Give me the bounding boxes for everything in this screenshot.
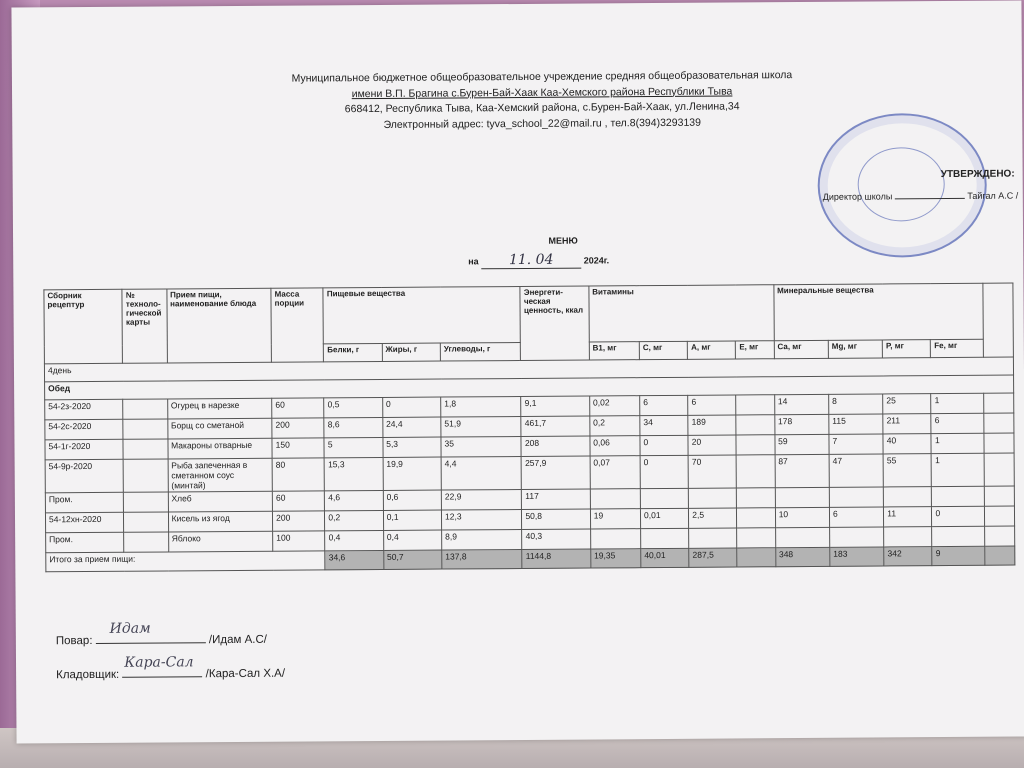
table-cell: 24,4: [383, 417, 441, 437]
table-cell: 8,9: [442, 529, 523, 550]
table-cell: 40,3: [522, 529, 590, 549]
approval-director-line: [823, 189, 1023, 201]
col-a: А, мг: [688, 341, 736, 359]
table-cell: 0,02: [589, 396, 639, 416]
table-cell: [932, 486, 984, 506]
approval-position: Директор школы: [822, 191, 893, 202]
table-cell: Макароны отварные: [168, 438, 273, 459]
table-cell: 4,6: [325, 490, 383, 510]
col-mass: Масса порции: [271, 288, 324, 362]
cook-handwritten-signature: Идам: [109, 620, 151, 637]
table-cell: 60: [272, 491, 324, 511]
table-cell: [124, 512, 168, 532]
date-suffix: 2024г.: [583, 255, 610, 266]
table-cell: [123, 419, 167, 439]
table-cell: 0,01: [640, 508, 688, 528]
table-cell: 115: [829, 414, 883, 434]
table-cell: [983, 393, 1013, 413]
storekeeper-name: /Кара-Сал Х.А/: [205, 667, 286, 681]
table-cell: 54-1г-2020: [45, 439, 124, 460]
date-prefix: на: [468, 256, 479, 267]
total-cell: [737, 548, 775, 567]
col-vitamins: Витамины: [589, 285, 774, 342]
total-cell: 137,8: [442, 549, 523, 569]
table-cell: 25: [883, 394, 931, 414]
storekeeper-sign-line: [122, 654, 202, 678]
col-dish: Прием пищи, наименование блюда: [167, 288, 272, 363]
total-cell: 183: [830, 547, 884, 566]
table-cell: [590, 489, 640, 509]
school-header: [232, 68, 852, 134]
total-cell: [984, 546, 1014, 565]
table-cell: Огурец в нарезке: [167, 398, 272, 419]
table-cell: Яблоко: [168, 531, 273, 552]
table-cell: 0,07: [590, 456, 640, 489]
table-cell: 54-9р-2020: [45, 459, 124, 493]
table-cell: 35: [441, 436, 522, 457]
col-extra: [983, 283, 1014, 357]
table-cell: [737, 488, 775, 508]
col-minerals: Минеральные вещества: [774, 283, 983, 340]
table-cell: [984, 506, 1014, 526]
table-cell: 34: [640, 415, 688, 435]
table-cell: 87: [775, 454, 829, 487]
table-cell: 9,1: [521, 396, 589, 416]
table-cell: 0,2: [590, 416, 640, 436]
table-cell: 208: [521, 436, 589, 456]
table-cell: [123, 439, 167, 459]
table-header-row: [44, 283, 1013, 346]
table-cell: 59: [775, 434, 829, 454]
table-cell: 1: [932, 453, 985, 486]
cook-label: Повар:: [55, 634, 93, 648]
table-cell: [736, 415, 774, 435]
table-cell: 15,3: [325, 457, 384, 490]
table-cell: 60: [272, 398, 324, 418]
total-cell: 1144,8: [522, 549, 590, 568]
table-cell: 54-2з-2020: [45, 399, 124, 420]
table-cell: [123, 459, 167, 492]
table-cell: 150: [272, 438, 324, 458]
table-cell: [737, 455, 775, 488]
table-cell: 6: [640, 395, 688, 415]
col-protein: Белки, г: [324, 343, 382, 361]
table-cell: 12,3: [441, 509, 522, 530]
col-fe: Fe, мг: [931, 339, 983, 357]
total-cell: 34,6: [325, 550, 383, 569]
total-cell: 348: [775, 547, 829, 566]
table-cell: 2,5: [689, 508, 737, 528]
table-cell: [884, 487, 932, 507]
table-cell: 6: [931, 413, 983, 433]
header-line-3: 668412, Республика Тыва, Каа-Хемский района, с.Бурен-Бай-Хаак, ул.Ленина,34: [344, 100, 740, 116]
total-cell: 9: [932, 546, 984, 565]
table-cell: 19,9: [383, 457, 442, 490]
table-cell: 51,9: [441, 416, 522, 437]
table-cell: [775, 487, 829, 507]
total-cell: 19,35: [591, 549, 641, 568]
total-cell: 40,01: [641, 548, 689, 567]
col-e: Е, мг: [736, 341, 774, 359]
table-cell: 19: [590, 509, 640, 529]
cook-name: /Идам А.С/: [208, 633, 267, 647]
storekeeper-signature-line: [56, 654, 286, 682]
table-cell: 54-12хн-2020: [45, 512, 124, 533]
col-fat: Жиры, г: [382, 343, 440, 361]
table-cell: 0,06: [590, 436, 640, 456]
menu-table: [43, 283, 1015, 573]
table-cell: [737, 528, 775, 548]
menu-date-line: [468, 251, 668, 269]
table-cell: 1: [931, 433, 983, 453]
table-cell: 54-2с-2020: [45, 419, 124, 440]
col-energy: Энергети-ческая ценность, ккал: [520, 286, 589, 360]
table-cell: 461,7: [521, 416, 589, 436]
table-cell: [124, 492, 168, 512]
storekeeper-label: Кладовщик:: [56, 668, 120, 682]
storekeeper-handwritten-signature: Кара-Сал: [124, 654, 194, 671]
table-cell: 80: [272, 458, 324, 491]
total-cell: 342: [884, 547, 932, 566]
table-cell: 14: [774, 394, 828, 414]
table-cell: [641, 528, 689, 548]
table-cell: 0,2: [325, 510, 383, 530]
totals-label: Итого за прием пищи:: [46, 551, 326, 572]
table-cell: [736, 435, 774, 455]
cook-signature-line: [55, 620, 267, 648]
table-cell: Рыба запеченная в сметанном соус (минтай): [168, 458, 273, 492]
table-cell: 0: [640, 455, 688, 488]
table-cell: 8: [829, 394, 883, 414]
table-cell: 189: [688, 415, 736, 435]
table-cell: Борщ со сметаной: [167, 418, 272, 439]
header-line-2: имени В.П. Брагина с.Бурен-Бай-Хаак Каа-Хемского района Республики Тыва: [351, 85, 733, 100]
table-cell: 8,6: [324, 417, 382, 437]
table-cell: [640, 488, 688, 508]
table-cell: 0,1: [383, 510, 441, 530]
table-cell: 55: [883, 454, 931, 487]
approval-name: Тайгал А.С /: [967, 190, 1019, 201]
table-cell: 200: [272, 418, 324, 438]
table-cell: 7: [829, 434, 883, 454]
table-cell: [984, 433, 1014, 453]
table-cell: [124, 532, 168, 552]
meal-label: Обед: [45, 375, 1014, 400]
table-body: [45, 393, 1015, 553]
menu-title: МЕНЮ: [548, 235, 578, 246]
table-cell: [829, 487, 883, 507]
day-label: 4день: [44, 357, 1013, 382]
table-cell: 257,9: [522, 456, 591, 489]
col-mg: Mg, мг: [828, 340, 882, 358]
col-c: С, мг: [639, 341, 687, 359]
header-line-1: Муниципальное бюджетное общеобразовательное учреждение средняя общеобразовательная школа: [291, 69, 793, 85]
total-cell: 287,5: [689, 548, 737, 567]
table-cell: 6: [829, 507, 883, 527]
table-cell: [590, 529, 640, 549]
table-cell: [736, 395, 774, 415]
table-cell: [984, 453, 1014, 486]
table-cell: Пром.: [46, 532, 125, 553]
table-cell: 100: [273, 531, 325, 551]
table-cell: Кисель из ягод: [168, 511, 273, 532]
table-cell: 4,4: [441, 456, 522, 490]
table-cell: 0,5: [324, 397, 382, 417]
table-cell: [884, 527, 932, 547]
table-cell: 5: [324, 437, 382, 457]
table-cell: 6: [688, 395, 736, 415]
table-cell: 5,3: [383, 437, 441, 457]
table-cell: 20: [688, 435, 736, 455]
col-b1: В1, мг: [589, 342, 639, 360]
table-cell: 200: [273, 511, 325, 531]
table-cell: [984, 413, 1014, 433]
table-cell: Хлеб: [168, 491, 273, 512]
approval-signature-line: [895, 190, 965, 199]
table-cell: [689, 528, 737, 548]
table-cell: 0: [382, 397, 440, 417]
table-cell: [984, 526, 1014, 546]
document-paper: [11, 0, 1024, 743]
table-cell: 0: [932, 506, 984, 526]
table-cell: 0,6: [383, 490, 441, 510]
col-ca: Са, мг: [774, 340, 828, 358]
table-cell: 0: [640, 435, 688, 455]
table-cell: 47: [829, 454, 883, 487]
col-carbs: Углеводы, г: [440, 342, 521, 361]
col-tech-card: № техноло-гической карты: [122, 289, 167, 363]
table-cell: 11: [884, 507, 932, 527]
table-cell: 178: [774, 414, 828, 434]
table-cell: 1,8: [441, 396, 522, 417]
table-cell: [932, 526, 984, 546]
table-cell: Пром.: [45, 492, 124, 513]
header-line-4: Электронный адрес: tyva_school_22@mail.ru , тел.8(394)3293139: [383, 116, 701, 131]
cook-sign-line: [96, 620, 206, 644]
table-cell: [775, 527, 829, 547]
col-recipe: Сборник рецептур: [44, 289, 123, 364]
table-cell: 50,8: [522, 509, 590, 529]
table-cell: 10: [775, 507, 829, 527]
table-cell: 40: [883, 434, 931, 454]
table-cell: [689, 488, 737, 508]
col-nutrients: Пищевые вещества: [323, 286, 520, 343]
col-p: Р, мг: [882, 340, 930, 358]
table-cell: [830, 527, 884, 547]
table-cell: [123, 399, 167, 419]
table-cell: 117: [522, 489, 590, 509]
table-cell: [737, 508, 775, 528]
table-cell: [984, 486, 1014, 506]
table-cell: 0,4: [383, 530, 441, 550]
table-cell: 70: [688, 455, 736, 488]
table-cell: 0,4: [325, 530, 383, 550]
table-cell: 211: [883, 414, 931, 434]
approval-block: [823, 168, 1023, 201]
table-cell: 22,9: [441, 489, 522, 510]
approval-title: УТВЕРЖДЕНО:: [940, 168, 1015, 181]
date-handwritten: 11. 04: [481, 252, 581, 270]
table-cell: 1: [931, 393, 983, 413]
total-cell: 50,7: [383, 550, 441, 569]
